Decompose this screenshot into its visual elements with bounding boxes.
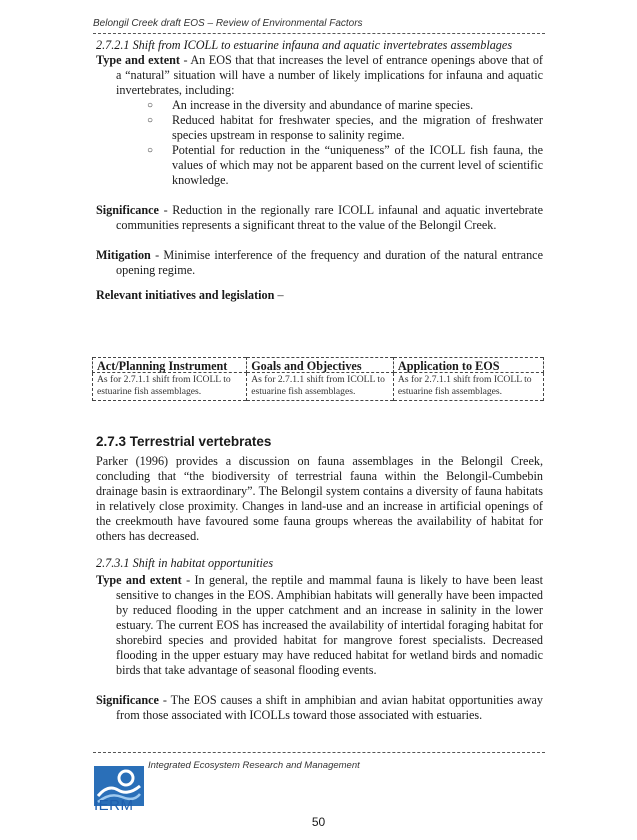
significance-label: Significance: [96, 203, 159, 217]
footer-org-name: Integrated Ecosystem Research and Management: [148, 760, 360, 771]
significance-label: Significance: [96, 693, 159, 707]
type-extent-text: - In general, the reptile and mammal fauna is likely to have been least sensitive to changes in the EOS. Amphibian habitats will generally have been impacted by reduced flooding in the upper catchment and an increase in salinity in the lower estuary. The current EOS has increased the availability of intertidal foraging habitat for shorebird species and provided habitat for mangrove forest specialists. Decreased flooding in the upper estuary may have reduced habitat for wetland birds and nomadic birds that take advantage of seasonal flooding events.: [116, 573, 543, 677]
header-rule: [93, 33, 545, 34]
type-extent-text: - An EOS that that increases the level of entrance openings above that of a “natural” situation will have a number of likely implications for infauna and aquatic invertebrates, including:: [116, 53, 543, 97]
intro-paragraph: Parker (1996) provides a discussion on fauna assemblages in the Belongil Creek, concluding that “the biodiversity of terrestrial fauna within the Belongil-Cumbebin drainage basin is extraordinary”. The Belongil system contains a diversity of fauna habitats in relatively close proximity. Changes in land-use and an increase in artificial openings of the creekmouth have favoured some fauna groups whereas the availability of habitat for others has decreased.: [96, 454, 543, 543]
mitigation-label: Mitigation: [96, 248, 151, 262]
section-heading: 2.7.3 Terrestrial vertebrates: [96, 434, 272, 449]
bullet-icon: ○: [147, 115, 154, 126]
list-item-text: An increase in the diversity and abundance of marine species.: [172, 98, 474, 112]
type-extent-label: Type and extent: [96, 53, 180, 67]
relevant-suffix: –: [274, 288, 284, 302]
column-header: Application to EOS: [393, 358, 543, 373]
impact-list: [96, 98, 543, 188]
table-cell: As for 2.7.1.1 shift from ICOLL to estuarine fish assemblages.: [247, 373, 394, 401]
type-extent-label: Type and extent: [96, 573, 182, 587]
significance-paragraph: [96, 693, 543, 723]
mitigation-paragraph: [96, 248, 543, 278]
section-2-7-3: [96, 434, 543, 723]
significance-text: - The EOS causes a shift in amphibian and avian habitat opportunities away from those associated with ICOLLs toward those associated with estuaries.: [116, 693, 543, 722]
mitigation-text: - Minimise interference of the frequency and duration of the natural entrance opening regime.: [116, 248, 543, 277]
bullet-icon: ○: [147, 100, 154, 111]
legislation-table: [92, 357, 544, 401]
list-item: [96, 98, 543, 113]
table-cell: As for 2.7.1.1 shift from ICOLL to estuarine fish assemblages.: [393, 373, 543, 401]
significance-text: - Reduction in the regionally rare ICOLL infaunal and aquatic invertebrate communities represents a significant threat to the value of the Belongil Creek.: [116, 203, 543, 232]
list-item: [96, 113, 543, 143]
type-extent-paragraph: [96, 573, 543, 678]
bullet-icon: ○: [147, 145, 154, 156]
table-row: [93, 373, 544, 401]
table-header-row: [93, 358, 544, 373]
relevant-label: Relevant initiatives and legislation: [96, 288, 275, 302]
ierm-logo-text: IERM: [94, 797, 134, 814]
type-extent-paragraph: [96, 53, 543, 98]
running-header: Belongil Creek draft EOS – Review of Environmental Factors: [93, 18, 363, 29]
list-item-text: Potential for reduction in the “uniqueness” of the ICOLL fish fauna, the values of which may not be apparent based on the current level of scientific knowledge.: [172, 143, 543, 187]
section-2-7-2-1: [96, 38, 543, 303]
significance-paragraph: [96, 203, 543, 233]
page-number: 50: [311, 815, 326, 829]
list-item-text: Reduced habitat for freshwater species, and the migration of freshwater species upstream in response to salinity regime.: [172, 113, 543, 142]
relevant-initiatives: [96, 288, 543, 303]
table-cell: As for 2.7.1.1 shift from ICOLL to estuarine fish assemblages.: [93, 373, 247, 401]
list-item: [96, 143, 543, 188]
footer-rule: [93, 752, 545, 753]
column-header: Goals and Objectives: [247, 358, 394, 373]
column-header: Act/Planning Instrument: [93, 358, 247, 373]
subsection-heading: 2.7.3.1 Shift in habitat opportunities: [96, 556, 274, 570]
subsection-heading: 2.7.2.1 Shift from ICOLL to estuarine infauna and aquatic invertebrates assemblages: [96, 38, 513, 52]
